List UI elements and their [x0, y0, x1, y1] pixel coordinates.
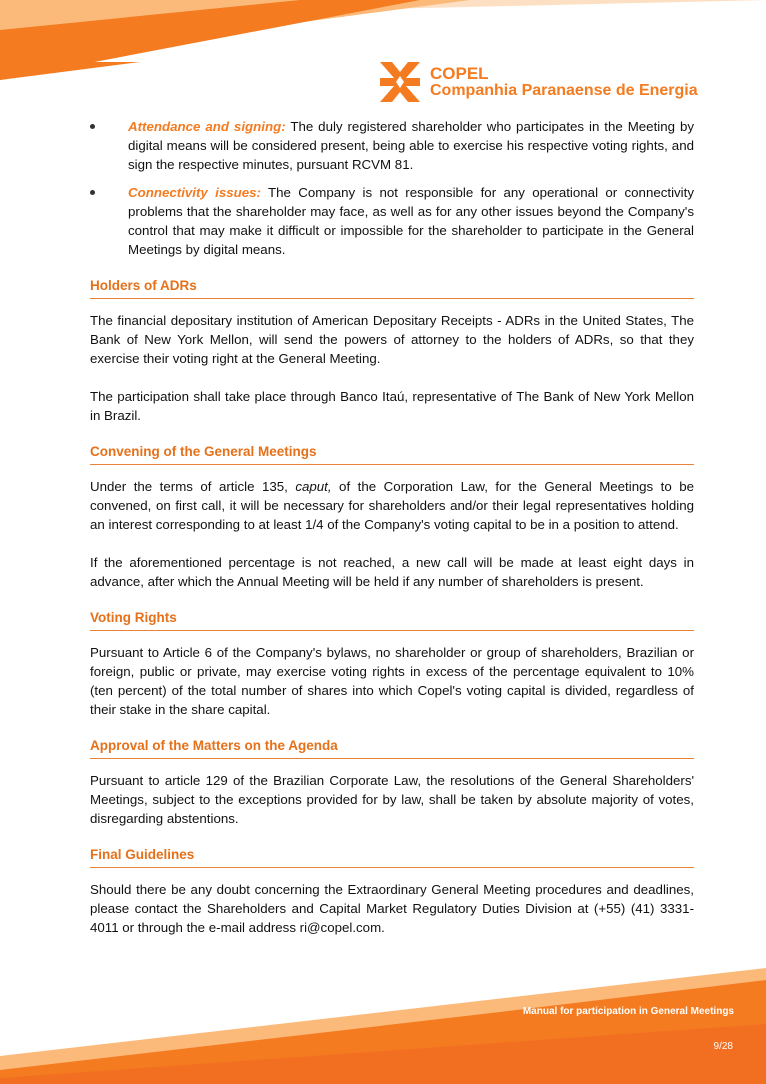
footer-document-title: Manual for participation in General Meetings: [522, 1006, 734, 1017]
bullet-text: The Company is not responsible for any operational or connectivity problems that the shareholder may face, as well as for any other issues beyond the Company's control that may make it difficult or impossible for the shareholder to participate in the General Meetings by digital means.: [128, 185, 694, 257]
paragraph: Should there be any doubt concerning the Extraordinary General Meeting procedures and deadlines, please contact the Shareholders and Capital Market Regulatory Duties Division at (+55) (41) 3331- 4011 or through the e-mail address ri@copel.com.: [90, 882, 694, 935]
section-heading-final: Final Guidelines: [90, 845, 694, 868]
bullet-list: [90, 117, 694, 259]
paragraph-text: of the Corporation Law, for the General Meetings to be convened, on first call, it will be necessary for shareholders and/or their legal representatives holding an interest corresponding to at least 1/4 of the Company's voting capital to be in a position to attend.: [90, 479, 694, 532]
page-number: 9/28: [713, 1041, 733, 1052]
paragraph: The financial depositary institution of American Depositary Receipts - ADRs in the United States, The Bank of New York Mellon, will send the powers of attorney to the holders of ADRs, so that they exercise their voting right at the General Meeting.: [90, 313, 694, 366]
bullet-dot-icon: [90, 124, 95, 129]
paragraph: The participation shall take place through Banco Itaú, representative of The Bank of New York Mellon in Brazil.: [90, 389, 694, 423]
bullet-lead: Connectivity issues:: [128, 185, 261, 200]
paragraph: Pursuant to Article 6 of the Company's bylaws, no shareholder or group of shareholders, Brazilian or foreign, public or private, may exercise voting rights in excess of the percentage equivalent to 10% (ten percent) of the total number of shares into which Copel's voting capital is divided, regardless of their stake in the share capital.: [90, 645, 694, 717]
section-heading-voting: Voting Rights: [90, 608, 694, 631]
footer-decoration-stripes: [0, 960, 766, 1084]
bullet-lead: Attendance and signing:: [128, 119, 286, 134]
logo-company-short: COPEL: [430, 64, 489, 83]
logo-company-full: Companhia Paranaense de Energia: [430, 82, 698, 99]
bullet-connectivity: [90, 183, 694, 259]
paragraph: Pursuant to article 129 of the Brazilian Corporate Law, the resolutions of the General Shareholders' Meetings, subject to the exceptions provided for by law, shall be taken by absolute majority of votes, disregarding abstentions.: [90, 773, 694, 826]
section-heading-adrs: Holders of ADRs: [90, 276, 694, 299]
paragraph-emphasis: caput,: [295, 479, 332, 494]
bullet-dot-icon: [90, 190, 95, 195]
paragraph-text: Under the terms of article 135,: [90, 479, 296, 494]
section-heading-approval: Approval of the Matters on the Agenda: [90, 736, 694, 759]
paragraph: [90, 477, 694, 534]
document-body: [90, 117, 694, 937]
bullet-text: The duly registered shareholder who participates in the Meeting by digital means will be considered present, being able to exercise his respective voting rights, and sign the respective minutes, pursuant RCVM 81.: [128, 119, 694, 172]
section-heading-convening: Convening of the General Meetings: [90, 442, 694, 465]
copel-logo: [378, 60, 698, 104]
bullet-attendance: [90, 117, 694, 174]
copel-logo-icon: [378, 60, 422, 104]
paragraph: If the aforementioned percentage is not reached, a new call will be made at least eight days in advance, after which the Annual Meeting will be held if any number of shareholders is present.: [90, 555, 694, 589]
